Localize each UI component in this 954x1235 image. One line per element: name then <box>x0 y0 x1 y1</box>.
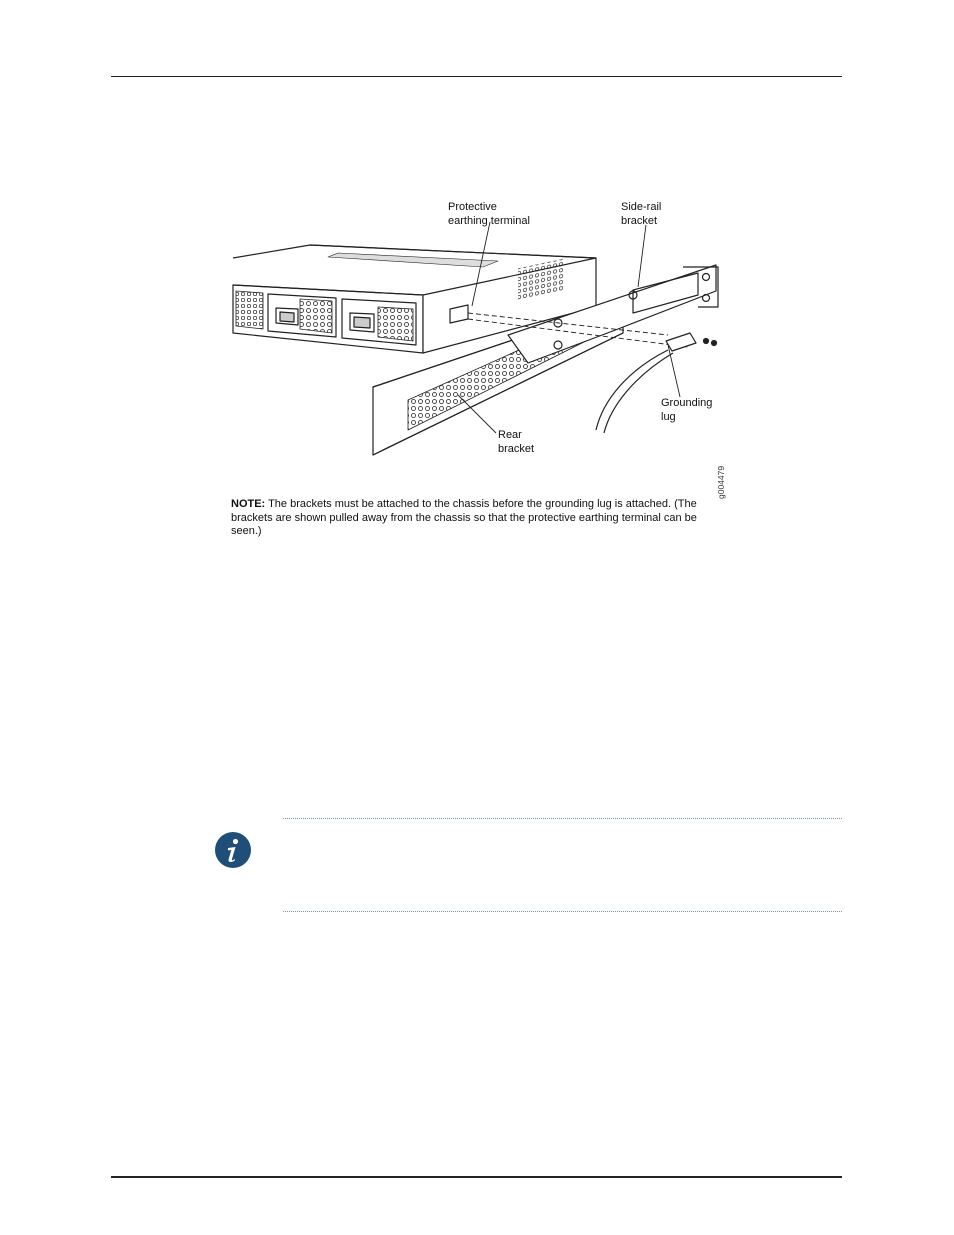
footer-rule <box>111 1176 842 1178</box>
note-separator-top <box>283 818 842 819</box>
figure-note <box>231 498 711 539</box>
label-grounding-lug: Grounding lug <box>661 397 713 423</box>
figure-id: g004479 <box>716 465 726 499</box>
note-separator-bottom <box>283 911 842 912</box>
label-protective-earthing-terminal: Protective earthing terminal <box>448 201 530 227</box>
chassis-illustration <box>228 195 728 505</box>
note-label: NOTE: <box>231 498 266 510</box>
label-side-rail-bracket: Side-rail bracket <box>621 201 662 227</box>
header-rule <box>111 76 842 77</box>
note-text: The brackets must be attached to the chassis before the grounding lug is attached. (The brackets are shown pulled away from the chassis so that the protective earthing terminal can be seen.) <box>231 498 697 538</box>
label-rear-bracket: Rear bracket <box>498 429 535 455</box>
info-icon <box>214 831 252 869</box>
grounding-figure <box>228 195 728 505</box>
